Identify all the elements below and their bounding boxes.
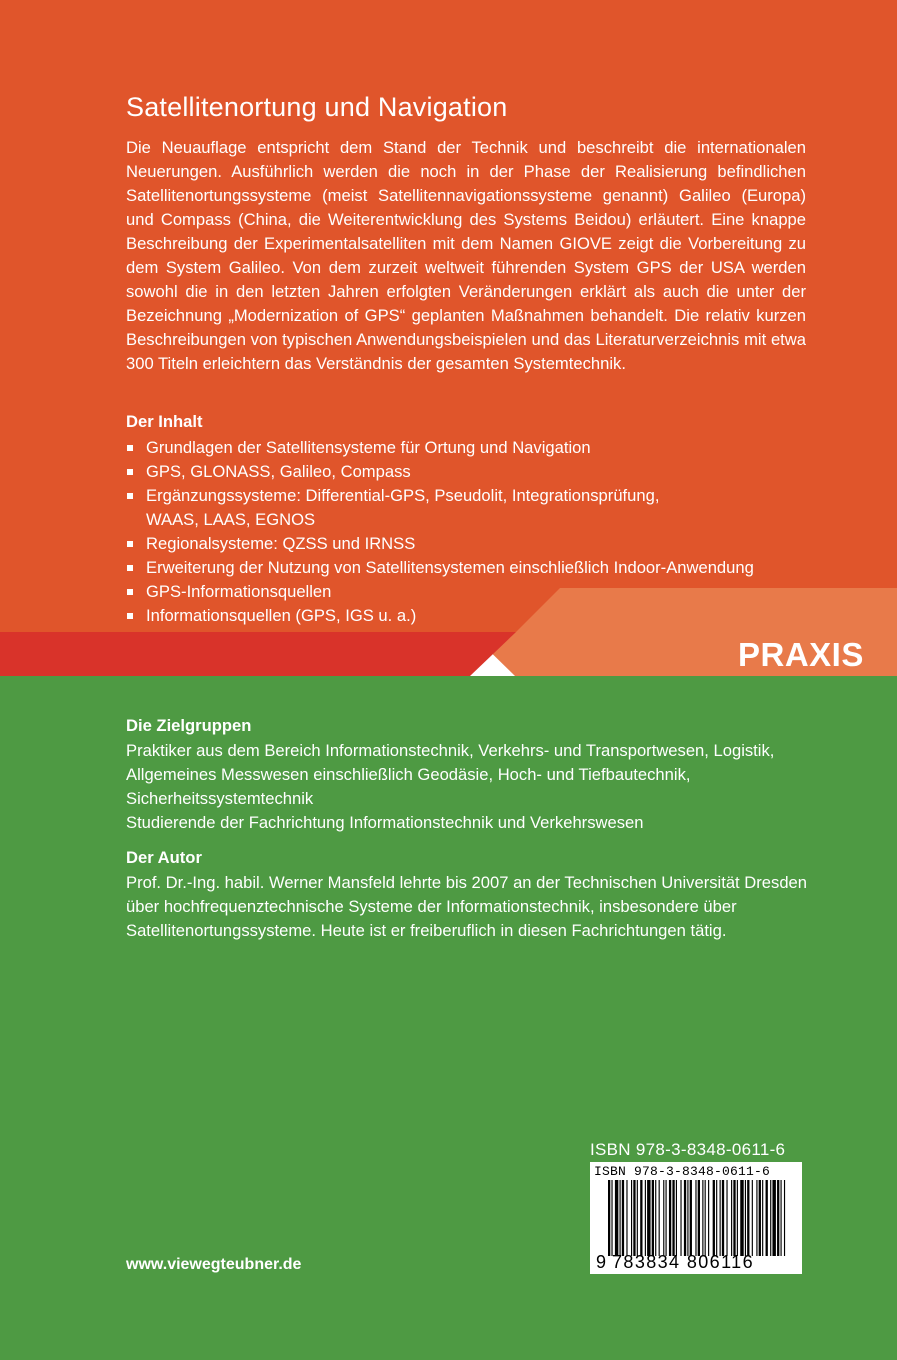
list-item: Informationsquellen (GPS, IGS u. a.) (126, 604, 826, 628)
red-band (0, 632, 516, 676)
barcode (590, 1162, 802, 1274)
barcode-bar (705, 1180, 706, 1256)
list-item: Ergänzungssysteme: Differential-GPS, Pseudolit, Integrationsprüfung, WAAS, LAAS, EGNOS (126, 484, 826, 532)
barcode-bar (672, 1180, 674, 1256)
barcode-bar (770, 1180, 771, 1256)
barcode-bars-icon (608, 1180, 788, 1256)
barcode-bar (781, 1180, 782, 1256)
bullet-icon (127, 445, 133, 451)
list-item: GPS-Informationsquellen (126, 580, 826, 604)
barcode-bar (731, 1180, 732, 1256)
barcode-bar (740, 1180, 743, 1256)
barcode-bar (676, 1180, 677, 1256)
barcode-bar (762, 1180, 763, 1256)
bullet-icon (127, 469, 133, 475)
barcode-bar (655, 1180, 656, 1256)
bullet-icon (127, 541, 133, 547)
barcode-bar (611, 1180, 612, 1256)
barcode-bar (713, 1180, 715, 1256)
author-text: Prof. Dr.-Ing. habil. Werner Mansfeld lehrte bis 2007 an der Technischen Universität Dresden über hochfrequenztechnische Systeme der Informationstechnik, insbesondere über Satellitenortungssysteme. Heute ist er freiberuflich in diesen Fachrichtungen tätig. (126, 873, 807, 940)
list-item: Grundlagen der Satellitensysteme für Ortung und Navigation (126, 436, 826, 460)
barcode-bar (766, 1180, 768, 1256)
barcode-bar (659, 1180, 660, 1256)
barcode-bar (716, 1180, 717, 1256)
ean-digits: 783834 806116 (612, 1252, 754, 1272)
list-item: Regionalsysteme: QZSS und IRNSS (126, 532, 826, 556)
barcode-bar (647, 1180, 650, 1256)
isbn-label: ISBN 978-3-8348-0611-6 (590, 1140, 786, 1159)
barcode-bar (637, 1180, 638, 1256)
barcode-bar (733, 1180, 735, 1256)
bullet-icon (127, 613, 133, 619)
barcode-bar (695, 1180, 696, 1256)
barcode-bar (652, 1180, 654, 1256)
barcode-bar (633, 1180, 635, 1256)
barcode-bar (772, 1180, 775, 1256)
author-heading: Der Autor (126, 848, 202, 867)
barcode-bar (666, 1180, 667, 1256)
barcode-bar (745, 1180, 746, 1256)
barcode-bar (631, 1180, 632, 1256)
barcode-bar (622, 1180, 624, 1256)
barcode-isbn-label: ISBN 978-3-8348-0611-6 (594, 1164, 771, 1179)
barcode-bar (759, 1180, 761, 1256)
barcode-bar (684, 1180, 686, 1256)
barcode-bar (698, 1180, 700, 1256)
audience-text: Praktiker aus dem Bereich Informationstechnik, Verkehrs- und Transportwesen, Logistik, Allgemeines Messwesen einschließlich Geodäsie, Hoch- und Tiefbautechnik, Sicherheitssystemtechnik (126, 741, 775, 808)
audience-heading: Die Zielgruppen (126, 716, 252, 735)
list-item: Erweiterung der Nutzung von Satellitensystemen einschließlich Indoor-Anwendung (126, 556, 826, 580)
barcode-bar (626, 1180, 627, 1256)
publisher-url[interactable]: www.viewegteubner.de (126, 1256, 302, 1273)
barcode-bar (669, 1180, 671, 1256)
barcode-bar (645, 1180, 646, 1256)
audience-text-students: Studierende der Fachrichtung Informationstechnik und Verkehrswesen (126, 813, 644, 832)
bullet-icon (127, 565, 133, 571)
barcode-bar (737, 1180, 738, 1256)
bullet-icon (127, 493, 133, 499)
barcode-bar (747, 1180, 749, 1256)
barcode-bar (620, 1180, 621, 1256)
barcode-bar (784, 1180, 785, 1256)
barcode-bar (702, 1180, 703, 1256)
barcode-bar (720, 1180, 721, 1256)
series-label: PRAXIS (738, 636, 864, 673)
bullet-icon (127, 589, 133, 595)
description-text: Die Neuauflage entspricht dem Stand der Technik und beschreibt die internationalen Neuerungen. Ausführlich werden die noch in der Phase der Realisierung befindlichen Satellitenortungssysteme (meist Satellitennavigationssysteme genannt) Galileo (Europa) und Compass (China, die Weiterentwicklung des Systems Beidou) erläutert. Eine knappe Beschreibung der Experimentalsatelliten mit dem Namen GIOVE zeigt die Vorbereitung zu dem System Galileo. Von dem zurzeit weltweit führenden System GPS der USA werden sowohl die in den letzten Jahren erfolgten Veränderungen erklärt als auch die unter der Bezeichnung „Modernization of GPS“ geplanten Maßnahmen behandelt. Die relativ kurzen Beschreibungen von typischen Anwendungsbeispielen und das Literaturverzeichnis mit etwa 300 Titeln erleichtern das Verständnis der gesamten Systemtechnik. (126, 138, 806, 373)
barcode-bar (690, 1180, 692, 1256)
barcode-bar (777, 1180, 779, 1256)
ean-first-digit: 9 (596, 1252, 607, 1272)
barcode-bar (680, 1180, 681, 1256)
barcode-bar (752, 1180, 753, 1256)
barcode-bar (726, 1180, 727, 1256)
contents-list (126, 436, 826, 628)
contents-heading: Der Inhalt (126, 412, 203, 431)
barcode-bar (708, 1180, 709, 1256)
barcode-bar (663, 1180, 664, 1256)
book-title: Satellitenortung und Navigation (126, 92, 508, 122)
barcode-bar (608, 1180, 610, 1256)
barcode-bar (722, 1180, 724, 1256)
barcode-bar (615, 1180, 618, 1256)
list-item: GPS, GLONASS, Galileo, Compass (126, 460, 826, 484)
barcode-bar (687, 1180, 688, 1256)
barcode-bar (756, 1180, 757, 1256)
barcode-bar (640, 1180, 642, 1256)
